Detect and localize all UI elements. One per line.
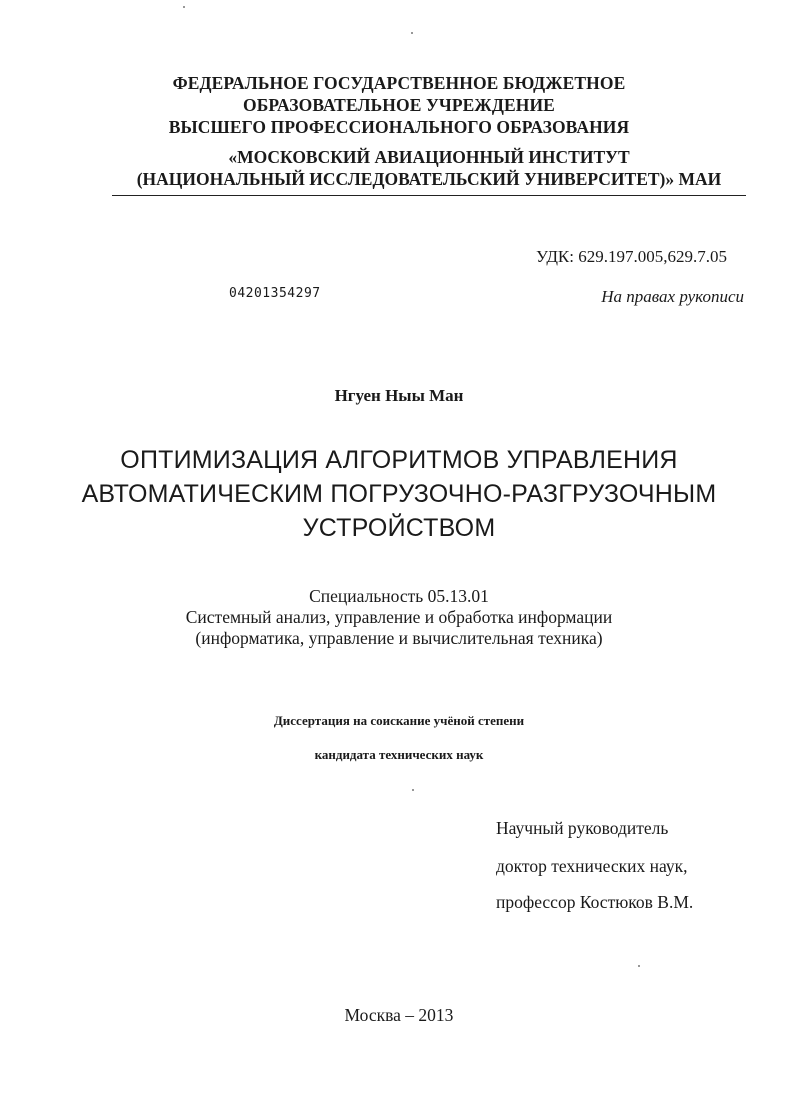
degree-line-2: кандидата технических наук [314,747,484,762]
specialty-name: Системный анализ, управление и обработка информации [185,607,613,627]
scan-speck [412,789,414,791]
header-divider [112,195,746,196]
scan-speck [411,32,413,34]
registration-number: 04201354297 [229,286,321,301]
specialty-block [0,586,798,649]
title-line-1: ОПТИМИЗАЦИЯ АЛГОРИТМОВ УПРАВЛЕНИЯ [120,446,678,474]
supervisor-role: Научный руководитель [496,818,669,838]
manuscript-rights: На правах рукописи [601,287,744,306]
author-name: Нгуен Ныы Ман [334,386,464,405]
institution-line-3: ВЫСШЕГО ПРОФЕССИОНАЛЬНОГО ОБРАЗОВАНИЯ [168,117,630,137]
institution-header [0,72,798,138]
institution-name [112,146,746,190]
supervisor-degree: доктор технических наук, [496,856,688,876]
institution-name-line-2: (НАЦИОНАЛЬНЫЙ ИССЛЕДОВАТЕЛЬСКИЙ УНИВЕРСИТЕТ)» МАИ [136,169,722,189]
title-line-2: АВТОМАТИЧЕСКИМ ПОГРУЗОЧНО-РАЗГРУЗОЧНЫМ [81,480,717,508]
supervisor-name: профессор Костюков В.М. [496,892,694,912]
institution-line-1: ФЕДЕРАЛЬНОЕ ГОСУДАРСТВЕННОЕ БЮДЖЕТНОЕ [172,73,626,93]
specialty-code: Специальность 05.13.01 [309,586,489,606]
institution-name-line-1: «МОСКОВСКИЙ АВИАЦИОННЫЙ ИНСТИТУТ [228,147,630,167]
scan-speck [183,6,185,8]
institution-line-2: ОБРАЗОВАТЕЛЬНОЕ УЧРЕЖДЕНИЕ [243,95,555,115]
title-line-3: УСТРОЙСТВОМ [302,514,496,542]
degree-line-1: Диссертация на соискание учёной степени [273,713,525,728]
specialty-field: (информатика, управление и вычислительная техника) [195,628,603,648]
city-year: Москва – 2013 [344,1005,454,1025]
dissertation-title [0,443,798,545]
udk-code: УДК: 629.197.005,629.7.05 [536,247,727,266]
scan-speck [638,965,640,967]
